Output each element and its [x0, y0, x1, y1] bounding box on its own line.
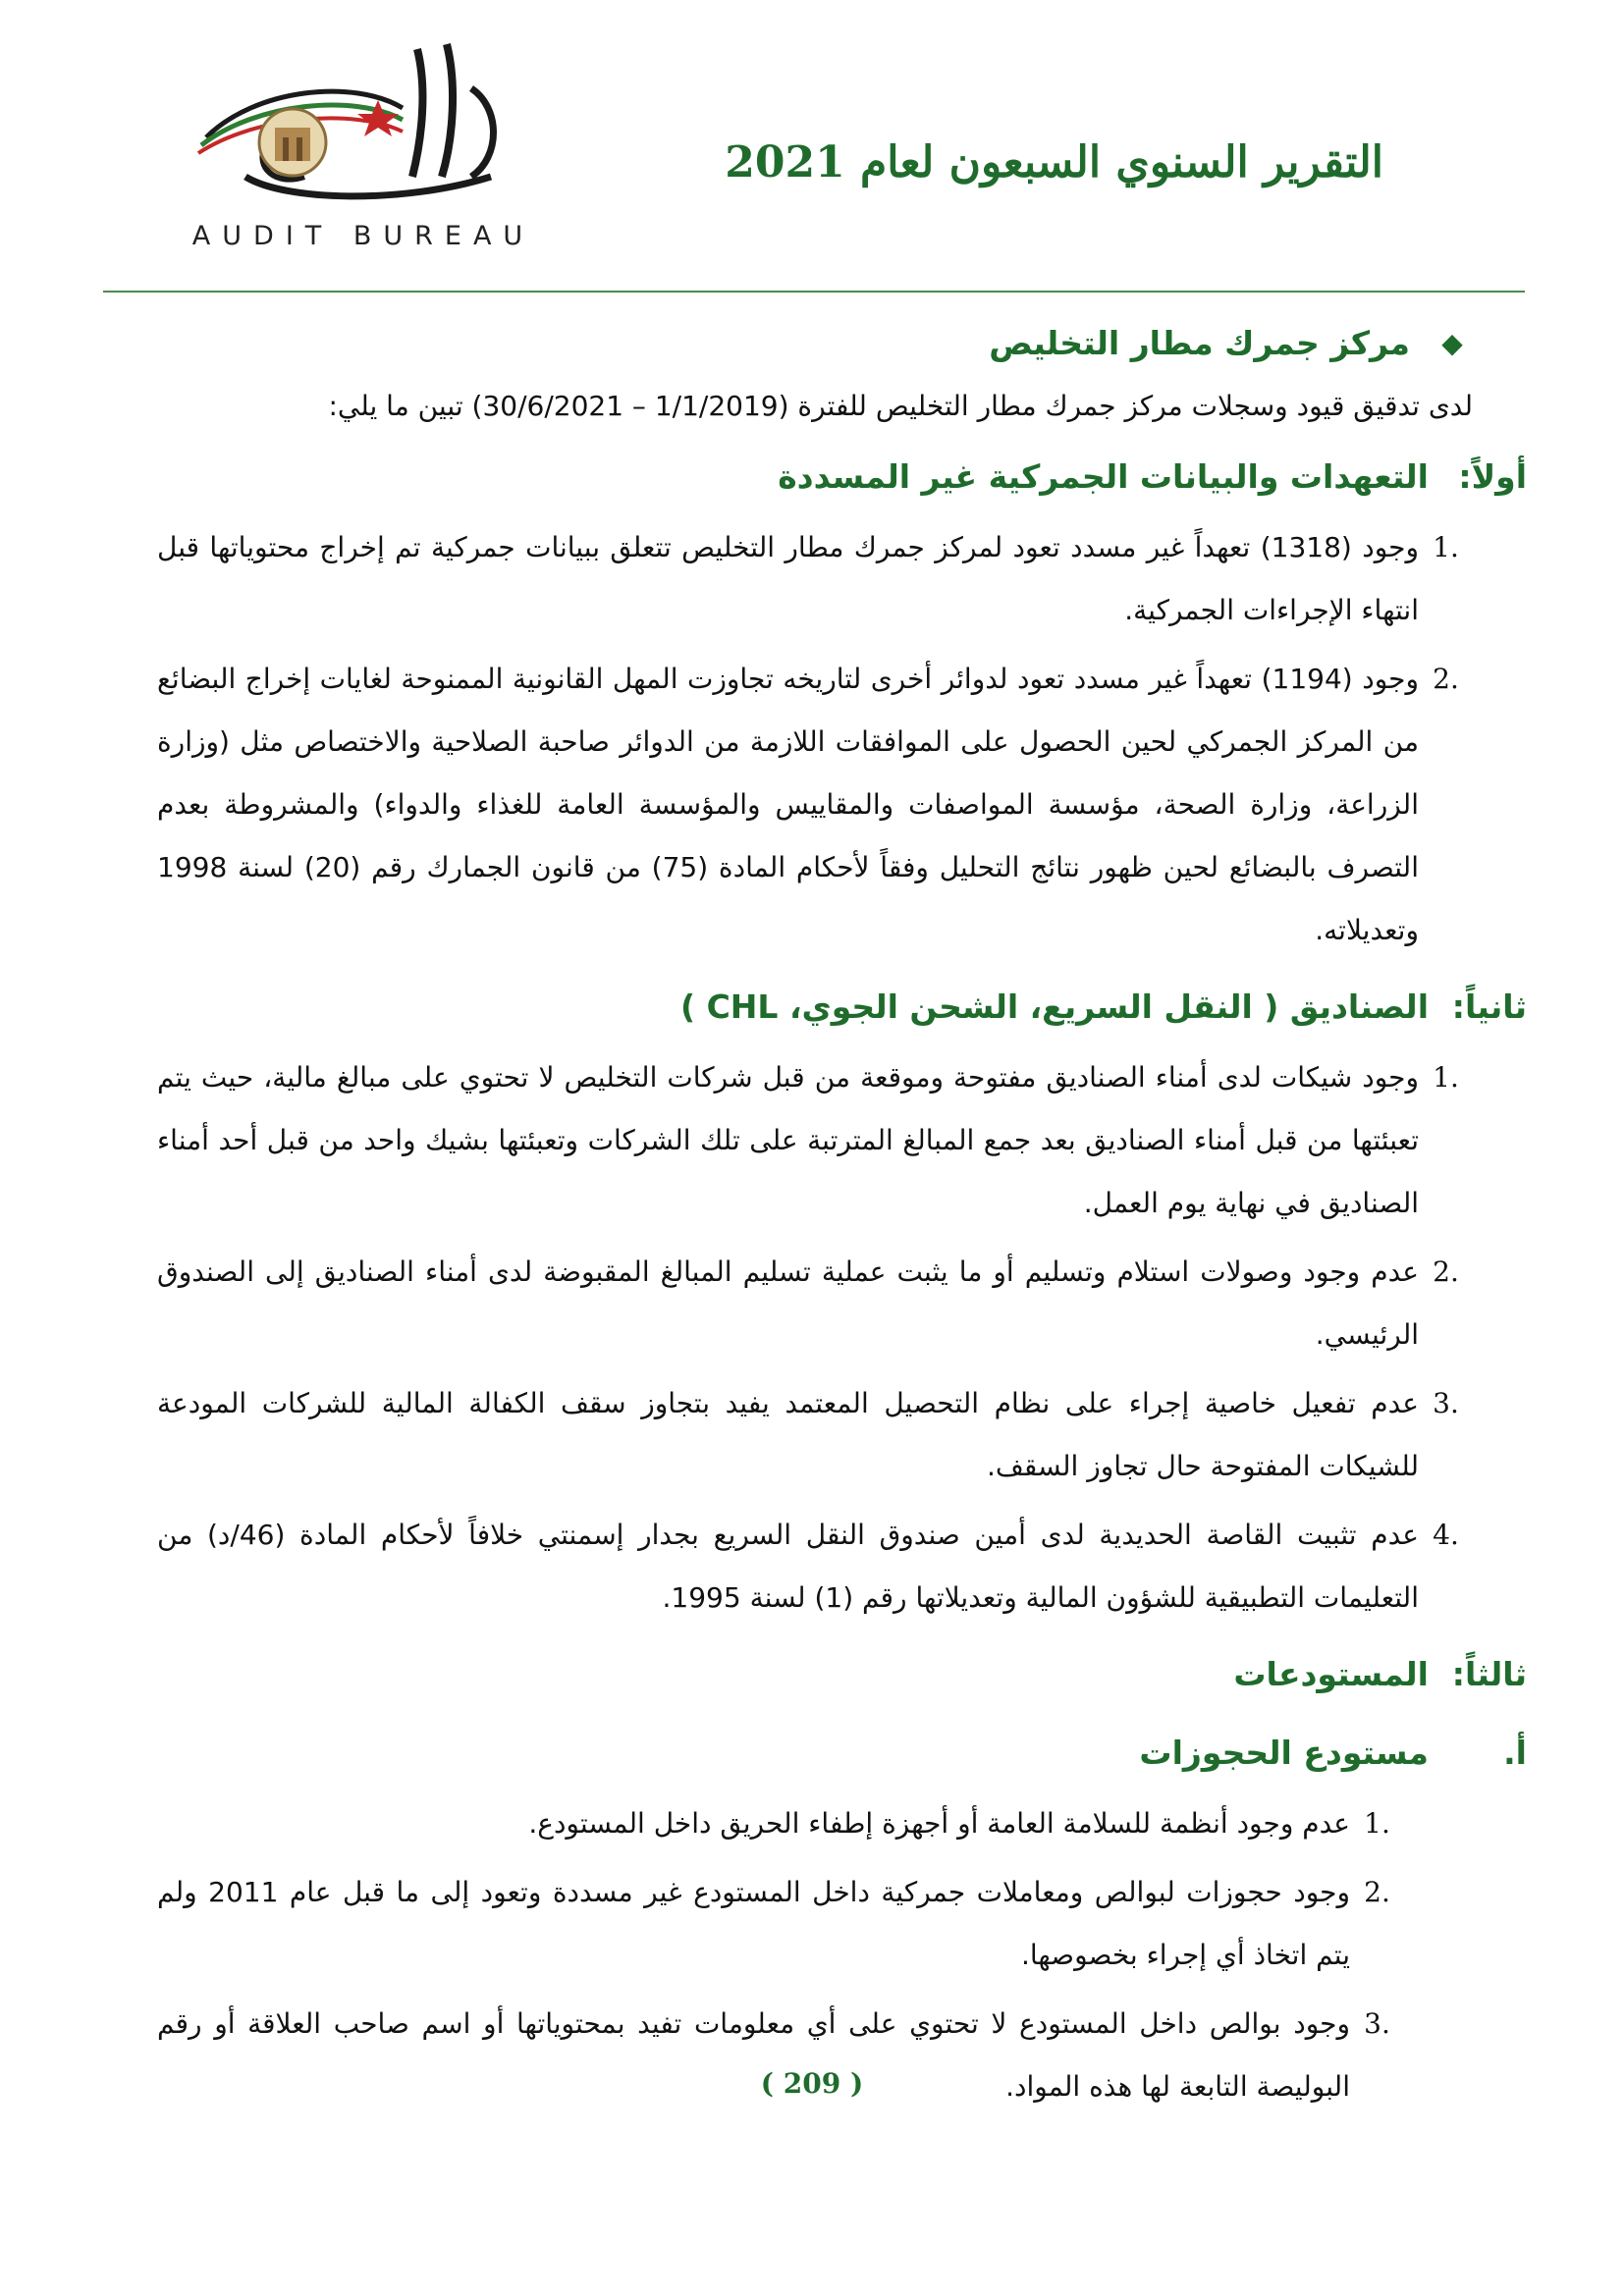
- list-item: [157, 1372, 1473, 1498]
- item-text: عدم تفعيل خاصية إجراء على نظام التحصيل المعتمد يفيد بتجاوز سقف الكفالة المالية للشركات المودعة للشيكات المفتوحة حال تجاوز السقف.: [157, 1387, 1419, 1482]
- logo-text: AUDIT BUREAU: [191, 221, 535, 251]
- item-number: 2.: [1364, 1876, 1390, 1908]
- item-number: 2.: [1433, 1255, 1459, 1288]
- list-item: [157, 1792, 1404, 1855]
- page-header: [0, 0, 1624, 294]
- heading-third: [157, 1635, 1527, 1714]
- diamond-bullet-icon: ◆: [1441, 327, 1463, 359]
- page-content: [157, 312, 1527, 2124]
- list-item: [157, 1046, 1473, 1235]
- item-text: عدم وجود وصولات استلام وتسليم أو ما يثبت عملية تسليم المبالغ المقبوضة لدى أمناء الصناديق إلى الصندوق الرئيسي.: [157, 1255, 1419, 1351]
- heading-title: الصناديق ( النقل السريع، الشحن الجوي، CHL ): [680, 988, 1429, 1026]
- heading-title: المستودعات: [1233, 1655, 1429, 1693]
- item-number: 3.: [1364, 2007, 1390, 2040]
- heading-first: [157, 438, 1527, 516]
- list-item: [157, 1504, 1473, 1629]
- header-divider: [103, 291, 1525, 293]
- heading-title: التعهدات والبيانات الجمركية غير المسددة: [778, 457, 1429, 496]
- list-item: [157, 648, 1473, 962]
- list-item: [157, 1241, 1473, 1366]
- item-text: وجود شيكات لدى أمناء الصناديق مفتوحة وموقعة من قبل شركات التخليص لا تحتوي على مبالغ مالية، حيث يتم تعبئتها من قبل أمناء الصناديق بعد جمع المبالغ المترتبة على تلك الشركات وتعبئتها بشيك واحد من قبل أحد أمناء الصناديق في نهاية يوم العمل.: [157, 1061, 1419, 1219]
- intro-paragraph: لدى تدقيق قيود وسجلات مركز جمرك مطار التخليص للفترة (1/1/2019 – 30/6/2021) تبين ما يلي:: [328, 390, 1473, 422]
- item-number: 2.: [1433, 663, 1459, 695]
- list-item: [157, 1861, 1404, 1987]
- page-number: ( 209 ): [760, 2067, 864, 2100]
- item-number: 1.: [1364, 1807, 1390, 1840]
- heading-second: [157, 968, 1527, 1046]
- heading-number: أولاً:: [1458, 457, 1527, 496]
- list-first: [157, 516, 1473, 962]
- subheading-title: مستودع الحجوزات: [1139, 1734, 1429, 1772]
- report-title: التقرير السنوي السبعون لعام 2021: [725, 137, 1383, 187]
- item-text: عدم تثبيت القاصة الحديدية لدى أمين صندوق النقل السريع بجدار إسمنتي خلافاً لأحكام المادة (46/د) من التعليمات التطبيقية للشؤون المالية وتعديلاتها رقم (1) لسنة 1995.: [157, 1519, 1419, 1614]
- logo-emblem-icon: [177, 29, 550, 226]
- section-heading: [157, 312, 1473, 375]
- item-text: وجود حجوزات لبوالص ومعاملات جمركية داخل المستودع غير مسددة وتعود إلى ما قبل عام 2011 ولم يتم اتخاذ أي إجراء بخصوصها.: [157, 1876, 1350, 1971]
- list-second: [157, 1046, 1473, 1629]
- item-number: 3.: [1433, 1387, 1459, 1419]
- subheading-a: [157, 1714, 1527, 1792]
- subheading-number: أ.: [1503, 1734, 1527, 1772]
- item-text: وجود (1318) تعهداً غير مسدد تعود لمركز جمرك مطار التخليص تتعلق ببيانات جمركية تم إخراج محتوياتها قبل انتهاء الإجراءات الجمركية.: [157, 531, 1419, 626]
- item-number: 1.: [1433, 531, 1459, 563]
- item-text: وجود بوالص داخل المستودع لا تحتوي على أي معلومات تفيد بمحتوياتها أو اسم صاحب العلاقة أو رقم البوليصة التابعة لها هذه المواد.: [157, 2007, 1350, 2103]
- heading-number: ثانياً:: [1451, 988, 1527, 1026]
- list-item: [157, 516, 1473, 642]
- item-number: 4.: [1433, 1519, 1459, 1551]
- heading-number: ثالثاً:: [1451, 1655, 1527, 1693]
- section-title: مركز جمرك مطار التخليص: [989, 324, 1410, 362]
- item-number: 1.: [1433, 1061, 1459, 1094]
- audit-bureau-logo: [177, 29, 550, 265]
- item-text: عدم وجود أنظمة للسلامة العامة أو أجهزة إطفاء الحريق داخل المستودع.: [528, 1807, 1350, 1840]
- item-text: وجود (1194) تعهداً غير مسدد تعود لدوائر أخرى لتاريخه تجاوزت المهل القانونية الممنوحة لغايات إخراج البضائع من المركز الجمركي لحين الحصول على الموافقات اللازمة من الدوائر صاحبة الصلاحية والاختصاص مثل (وزارة الزراعة، وزارة الصحة، مؤسسة المواصفات والمقاييس والمؤسسة العامة للغذاء والدواء) والمشروطة بعدم التصرف بالبضائع لحين ظهور نتائج التحليل وفقاً لأحكام المادة (75) من قانون الجمارك رقم (20) لسنة 1998 وتعديلاته.: [157, 663, 1419, 946]
